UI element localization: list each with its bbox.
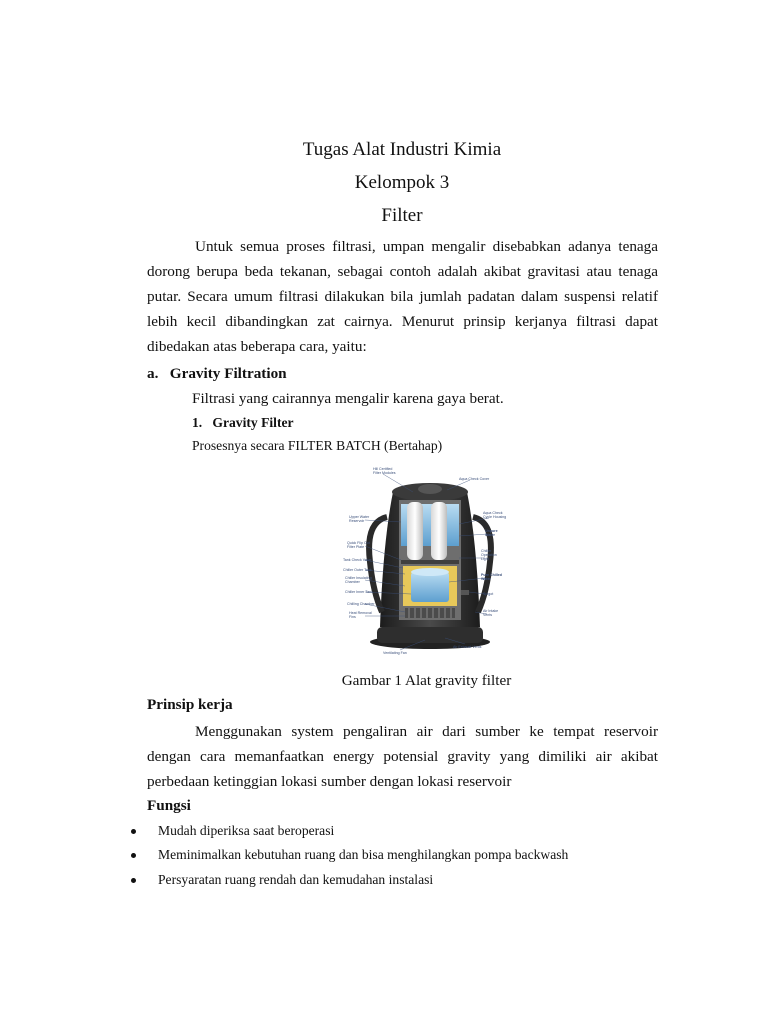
intro-paragraph: Untuk semua proses filtrasi, umpan mengalir disebabkan adanya tenaga dorong berupa beda tekanan, sebagai contoh adalah akibat gravitasi atau tenaga putar. Secara umum filtrasi dilakukan bila jumlah padatan dalam suspensi relatif lebih kecil dibandingkan zat cairnya. Menurut prinsip kerjanya filtrasi dapat dibedakan atas beberapa cara, yaitu: [147, 238, 658, 355]
label-unpure: Unpure [485, 529, 498, 533]
section-a-description: Filtrasi yang cairannya mengalir karena gaya berat. [192, 390, 504, 407]
figure-caption: Gambar 1 Alat gravity filter [341, 672, 512, 689]
label-air-intake: Air Intake [483, 609, 499, 613]
label-reservoir: Reservoir [349, 519, 365, 523]
gravity-filter-illustration [335, 462, 521, 662]
prinsip-kerja-paragraph: Menggunakan system pengaliran air dari sumber ke tempat reservoir dengan cara memanfaatkan energy potensial gravity yang dimiliki air akibat perbedaan ketinggian lokasi sumber dengan lokasi reservoir [147, 723, 658, 790]
label-pure-water: Water [481, 577, 491, 581]
bullet-icon [131, 829, 136, 834]
document-title: Tugas Alat Industri Kimia [302, 139, 502, 160]
label-upper-water: Upper Water [349, 515, 370, 519]
label-ventilating-fan: Ventilating Fan [383, 651, 407, 655]
section-a-heading: a. Gravity Filtration [147, 365, 287, 382]
label-tank-check-valve: Tank Check Valve [343, 558, 372, 562]
label-light: Light [481, 557, 489, 561]
fungsi-heading: Fungsi [147, 797, 191, 814]
label-air-exhaust-vents: Air Exhaust Vents [453, 645, 482, 649]
label-heat-removal: Heat Removal [349, 611, 372, 615]
gravity-filter-figure [335, 462, 521, 662]
label-hill-certified: Hill Certified [373, 467, 393, 471]
label-quick-flip-out: Quick Flip Out [347, 541, 370, 545]
bullet-icon [131, 878, 136, 883]
label-chiller-insulating: Chiller Insulating [345, 576, 372, 580]
topic-title: Filter [381, 205, 423, 226]
document-page: Tugas Alat Industri Kimia Kelompok 3 Filter Untuk semua proses filtrasi, umpan mengalir disebabkan adanya tenaga dorong berupa beda tekanan, sebagai contoh adalah akibat gravitasi atau tenaga putar. Secara umum filtrasi dilakukan bila jumlah padatan dalam suspensi relatif lebih kecil dibandingkan zat cairnya. Menurut prinsip kerjanya filtrasi dapat dibedakan atas beberapa cara, yaitu: a. Gravity Filtration Filtrasi yang cairannya mengalir karena gaya berat. 1. Gravity Filter Prosesnya secara FILTER BATCH (Bertahap) Hill Certified Filter Modules Aqua Check Cover Upper Water Reservoir Aqua Check Cycle Housing Unpure Water Quick Flip Out Filter Plate Chiller Operation Light Tank Check Valve Chiller Outer Tank Pure Chilled Water Chiller Insulating Chamber Chiller Inner Tank Spigot Chilling Chamber Heat Removal Fins Air Intake Vents Ventilating Fan Air Exhaust Vents Gambar 1 Alat gravity filter Prinsip kerja Menggunakan system pengaliran air dari sumber ke tempat reservoir dengan cara memanfaatkan energy potensial gravity yang dimiliki air akibat perbedaan ketinggian lokasi sumber dengan lokasi reservoir Fungsi Mudah diperiksa saat beroperasi Meminimalkan kebutuhan ruang dan bisa menghilangkan pompa backwash Persyaratan ruang rendah dan kemudahan instalasi [0, 0, 768, 1024]
label-pure-chilled: Pure Chilled [481, 573, 502, 577]
group-name: Kelompok 3 [354, 172, 450, 193]
label-spigot: Spigot [483, 592, 494, 596]
label-fins: Fins [349, 615, 356, 619]
label-cycle-housing: Cycle Housing [483, 515, 507, 519]
label-filter-plate: Filter Plate [347, 545, 365, 549]
label-aqua-check: Aqua Check [483, 511, 503, 515]
prinsip-kerja-heading: Prinsip kerja [147, 696, 233, 713]
label-chiller-outer-tank: Chiller Outer Tank [343, 568, 372, 572]
label-aqua-check-cover: Aqua Check Cover [459, 477, 490, 481]
label-chilling-chamber: Chilling Chamber [347, 602, 375, 606]
label-chamber: Chamber [345, 580, 360, 584]
label-vents: Vents [483, 613, 492, 617]
label-unpure-water: Water [485, 533, 495, 537]
subsection-1-description: Prosesnya secara FILTER BATCH (Bertahap) [192, 438, 443, 453]
label-filter-modules: Filter Modules [373, 471, 396, 475]
label-chiller-inner-tank: Chiller Inner Tank [345, 590, 373, 594]
bullet-icon [131, 853, 136, 858]
label-operation: Operation [481, 553, 497, 557]
label-chiller: Chiller [481, 549, 492, 553]
subsection-1-heading: 1. Gravity Filter [192, 415, 294, 430]
